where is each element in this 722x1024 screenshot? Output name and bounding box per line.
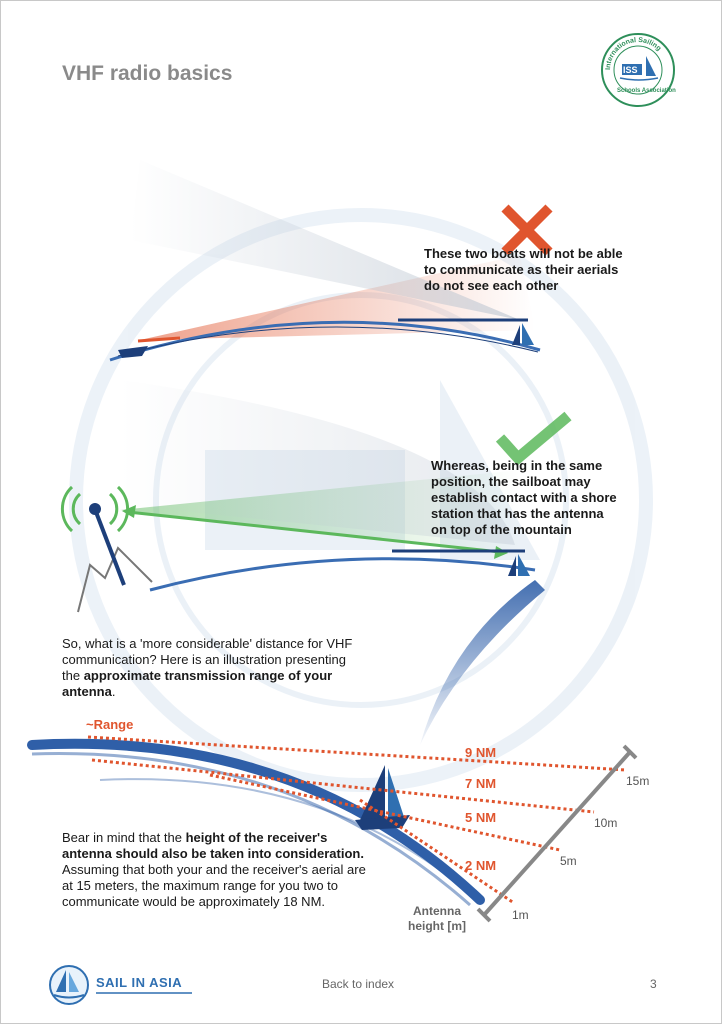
- range-7nm: 7 NM: [465, 776, 497, 791]
- range-label: ~Range: [86, 717, 134, 732]
- height-1m: 1m: [512, 908, 529, 922]
- page-number: 3: [650, 977, 657, 991]
- page-title: VHF radio basics: [62, 62, 233, 85]
- height-10m: 10m: [594, 816, 618, 830]
- range-2nm: 2 NM: [465, 858, 497, 873]
- back-to-index-link[interactable]: Back to index: [322, 977, 395, 991]
- antenna-height-axis-label: Antenna height [m]: [408, 904, 466, 933]
- svg-text:ISS: ISS: [623, 65, 638, 75]
- sail-in-asia-logo: [50, 966, 88, 1004]
- intro-paragraph: So, what is a 'more considerable' distance for VHF communication? Here is an illustration presenting the approximate transmission range of your antenna.: [62, 636, 353, 699]
- caption-shore-contact: Whereas, being in the same position, the sailboat may establish contact with a shore station that has the antenna on top of the mountain: [431, 458, 617, 537]
- svg-text:International Sailing: International Sailing: [604, 36, 663, 71]
- range-9nm: 9 NM: [465, 745, 497, 760]
- height-15m: 15m: [626, 774, 650, 788]
- svg-text:Schools Association: Schools Association: [617, 88, 676, 94]
- caption-no-contact: These two boats will not be able to communicate as their aerials do not see each other: [424, 246, 623, 293]
- note-paragraph: Bear in mind that the height of the receiver's antenna should also be taken into consideration. Assuming that both your and the receiver's aerial are at 15 meters, the maximum range for you two to communicate would be approximately 18 NM.: [62, 830, 366, 909]
- sail-in-asia-brand[interactable]: SAIL IN ASIA: [96, 975, 183, 990]
- height-5m: 5m: [560, 854, 577, 868]
- range-5nm: 5 NM: [465, 810, 497, 825]
